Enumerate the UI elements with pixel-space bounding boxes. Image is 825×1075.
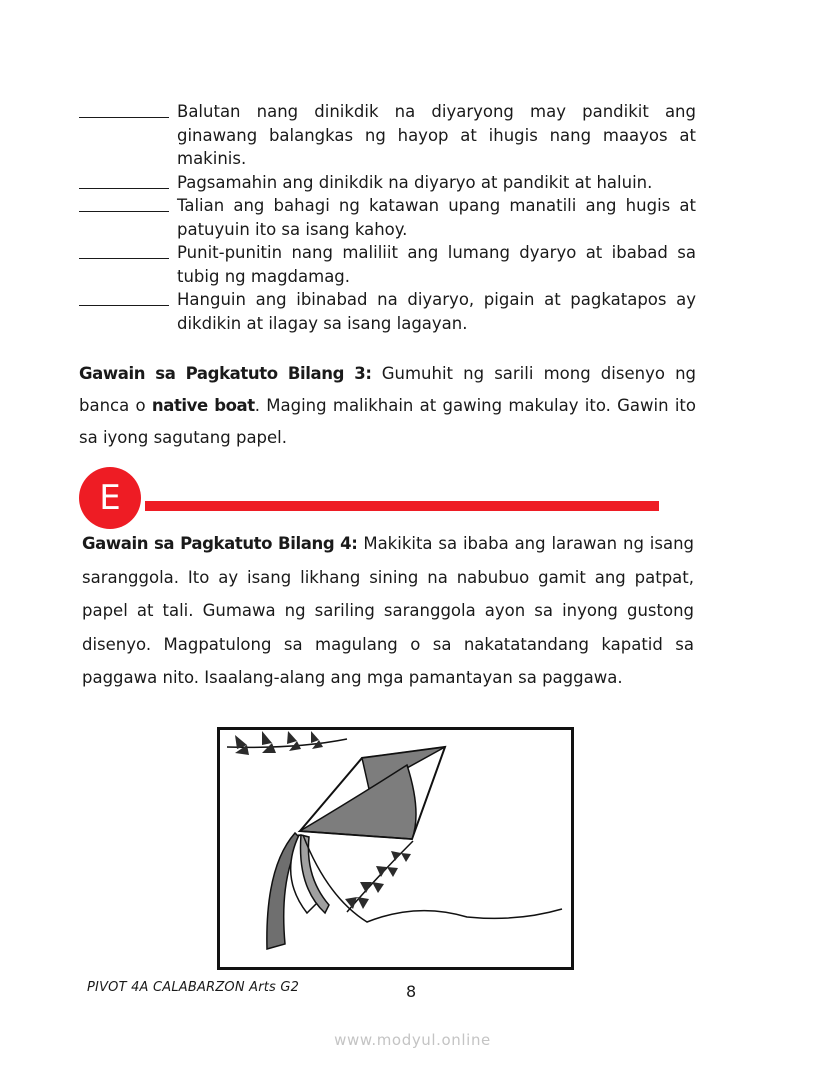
page-number: 8 xyxy=(406,982,417,1001)
step-text: Talian ang bahagi ng katawan upang manatili ang hugis at patuyuin ito sa isang kahoy. xyxy=(177,196,696,239)
kite-drawing xyxy=(217,727,574,970)
step-item xyxy=(79,171,696,195)
step-item xyxy=(79,241,696,288)
activity-3-paragraph xyxy=(79,358,696,454)
answer-blank[interactable] xyxy=(79,196,169,212)
answer-blank[interactable] xyxy=(79,173,169,189)
section-letter-badge: E xyxy=(79,467,141,529)
section-e-header xyxy=(79,465,661,525)
step-item xyxy=(79,288,696,335)
footer-label: PIVOT 4A CALABARZON Arts G2 xyxy=(87,980,300,995)
step-text: Punit-punitin nang maliliit ang lumang dyaryo at ibabad sa tubig ng magdamag. xyxy=(177,243,696,286)
step-text: Hanguin ang ibinabad na diyaryo, pigain at pagkatapos ay dikdikin at ilagay sa isang lagayan. xyxy=(177,290,696,333)
activity-3-text-end: . Maging malikhain at gawing makulay ito. Gawin ito sa iyong sagutang papel. xyxy=(79,396,696,447)
answer-blank[interactable] xyxy=(79,102,169,118)
step-text: Balutan nang dinikdik na diyaryong may pandikit ang ginawang balangkas ng hayop at ihugis nang maayos at makinis. xyxy=(177,102,696,168)
instruction-steps xyxy=(79,100,696,335)
activity-4-text: Makikita sa ibaba ang larawan ng isang saranggola. Ito ay isang likhang sining na nabubuo gamit ang patpat, papel at tali. Gumawa ng sariling saranggola ayon sa inyong gustong disenyo. Magpatulong sa magulang o sa nakatatandang kapatid sa paggawa nito. Isaalang-alang ang mga pamantayan sa paggawa. xyxy=(82,534,694,687)
activity-4-title: Gawain sa Pagkatuto Bilang 4: xyxy=(82,534,358,553)
kite-illustration xyxy=(217,727,574,970)
watermark: www.modyul.online xyxy=(334,1031,491,1049)
activity-3-emphasis: native boat xyxy=(151,396,255,415)
step-item xyxy=(79,194,696,241)
activity-3-title: Gawain sa Pagkatuto Bilang 3: xyxy=(79,364,372,383)
step-item xyxy=(79,100,696,171)
section-divider-bar xyxy=(145,501,659,511)
answer-blank[interactable] xyxy=(79,243,169,259)
answer-blank[interactable] xyxy=(79,290,169,306)
activity-3-text: Gumuhit ng sarili mong disenyo ng banca o xyxy=(79,364,696,415)
step-text: Pagsamahin ang dinikdik na diyaryo at pandikit at haluin. xyxy=(177,172,653,192)
activity-4-paragraph xyxy=(82,527,694,695)
